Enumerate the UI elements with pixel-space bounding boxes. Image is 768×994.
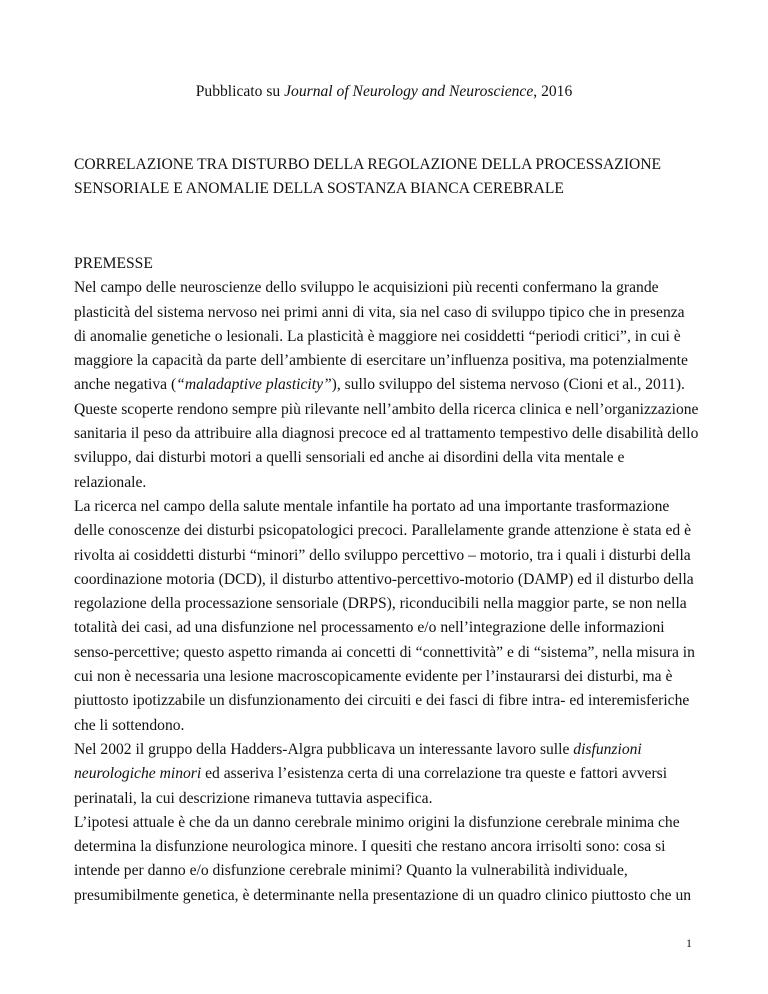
- body-line: relazionale.: [74, 473, 147, 491]
- section-heading: PREMESSE: [74, 255, 153, 272]
- body-line: Queste scoperte rendono sempre più rilevante nell’ambito della ricerca clinica e nell’organizzazione: [74, 400, 699, 418]
- body-line: delle conoscenze dei disturbi psicopatologici precoci. Parallelamente grande attenzione è stata ed è: [74, 522, 691, 540]
- body-line: [74, 738, 714, 762]
- journal-name: Journal of Neurology and Neuroscience: [284, 83, 534, 100]
- title-line: SENSORIALE E ANOMALIE DELLA SOSTANZA BIANCA CEREBRALE: [74, 180, 564, 198]
- pub-prefix: Pubblicato su: [195, 83, 285, 100]
- body-text: [74, 276, 714, 908]
- title-line: CORRELAZIONE TRA DISTURBO DELLA REGOLAZIONE DELLA PROCESSAZIONE: [74, 156, 662, 173]
- body-line: intende per danno e/o disfunzione cerebrale minimi? Quanto la vulnerabilità individuale,: [74, 862, 628, 880]
- text-span: ), sullo sviluppo del sistema nervoso (Cioni et al., 2011).: [331, 376, 685, 394]
- document-title: [74, 153, 714, 202]
- body-line: di anomalie genetiche o lesionali. La plasticità è maggiore nei cosiddetti “periodi critici”, in cui è: [74, 327, 681, 345]
- body-line: [74, 762, 714, 786]
- pub-suffix: , 2016: [533, 83, 573, 100]
- body-line: totalità dei casi, ad una disfunzione nel processamento e/o nell’integrazione delle informazioni: [74, 619, 665, 637]
- body-line: determina la disfunzione neurologica minore. I quesiti che restano ancora irrisolti sono: cosa si: [74, 838, 666, 856]
- body-line: che li sottendono.: [74, 716, 185, 734]
- text-span: anche negativa (: [74, 376, 177, 394]
- text-span: ed asseriva l’esistenza certa di una correlazione tra queste e fattori avversi: [201, 765, 668, 783]
- italic-span: disfunzioni: [573, 740, 642, 758]
- body-line: coordinazione motoria (DCD), il disturbo attentivo-percettivo-motorio (DAMP) ed il disturbo della: [74, 570, 694, 588]
- body-line: sviluppo, dai disturbi motori a quelli sensoriali ed anche ai disordini della vita mentale e: [74, 449, 625, 467]
- body-line: Nel campo delle neuroscienze dello sviluppo le acquisizioni più recenti confermano la grande: [74, 279, 659, 297]
- body-line: plasticità del sistema nervoso nei primi anni di vita, sia nel caso di sviluppo tipico che in presenza: [74, 303, 685, 321]
- body-line: senso-percettive; questo aspetto rimanda ai concetti di “connettività” e di “sistema”, nella misura in: [74, 643, 695, 661]
- section-premesse: [74, 252, 714, 908]
- body-line: piuttosto ipotizzabile un disfunzionamento dei circuiti e dei fasci di fibre intra- ed interemisferiche: [74, 692, 690, 710]
- body-line: maggiore la capacità da parte dell’ambiente di esercitare un’influenza positiva, ma potenzialmente: [74, 352, 688, 370]
- body-line: regolazione della processazione sensoriale (DRPS), riconducibili nella maggior parte, se non nella: [74, 595, 687, 613]
- body-line: sanitaria il peso da attribuire alla diagnosi precoce ed al trattamento tempestivo delle disabilità dello: [74, 425, 699, 443]
- italic-span: “maladaptive plasticity”: [176, 376, 332, 394]
- text-span: Nel 2002 il gruppo della Hadders-Algra pubblicava un interessante lavoro sulle: [74, 740, 574, 758]
- body-line: L’ipotesi attuale è che da un danno cerebrale minimo origini la disfunzione cerebrale minima che: [74, 813, 680, 831]
- body-line: La ricerca nel campo della salute mentale infantile ha portato ad una importante trasformazione: [74, 497, 670, 515]
- body-line: perinatali, la cui descrizione rimaneva tuttavia aspecifica.: [74, 789, 433, 807]
- body-line: presumibilmente genetica, è determinante nella presentazione di un quadro clinico piuttosto che un: [74, 886, 692, 904]
- publication-note: [0, 82, 768, 102]
- page-number: 1: [686, 936, 692, 950]
- body-line: rivolta ai cosiddetti disturbi “minori” dello sviluppo percettivo – motorio, tra i quali i disturbi della: [74, 546, 691, 564]
- italic-span: neurologiche minori: [74, 765, 202, 783]
- body-line: [74, 373, 714, 397]
- body-line: cui non è necessaria una lesione macroscopicamente evidente per l’instaurarsi dei disturbi, ma è: [74, 668, 673, 686]
